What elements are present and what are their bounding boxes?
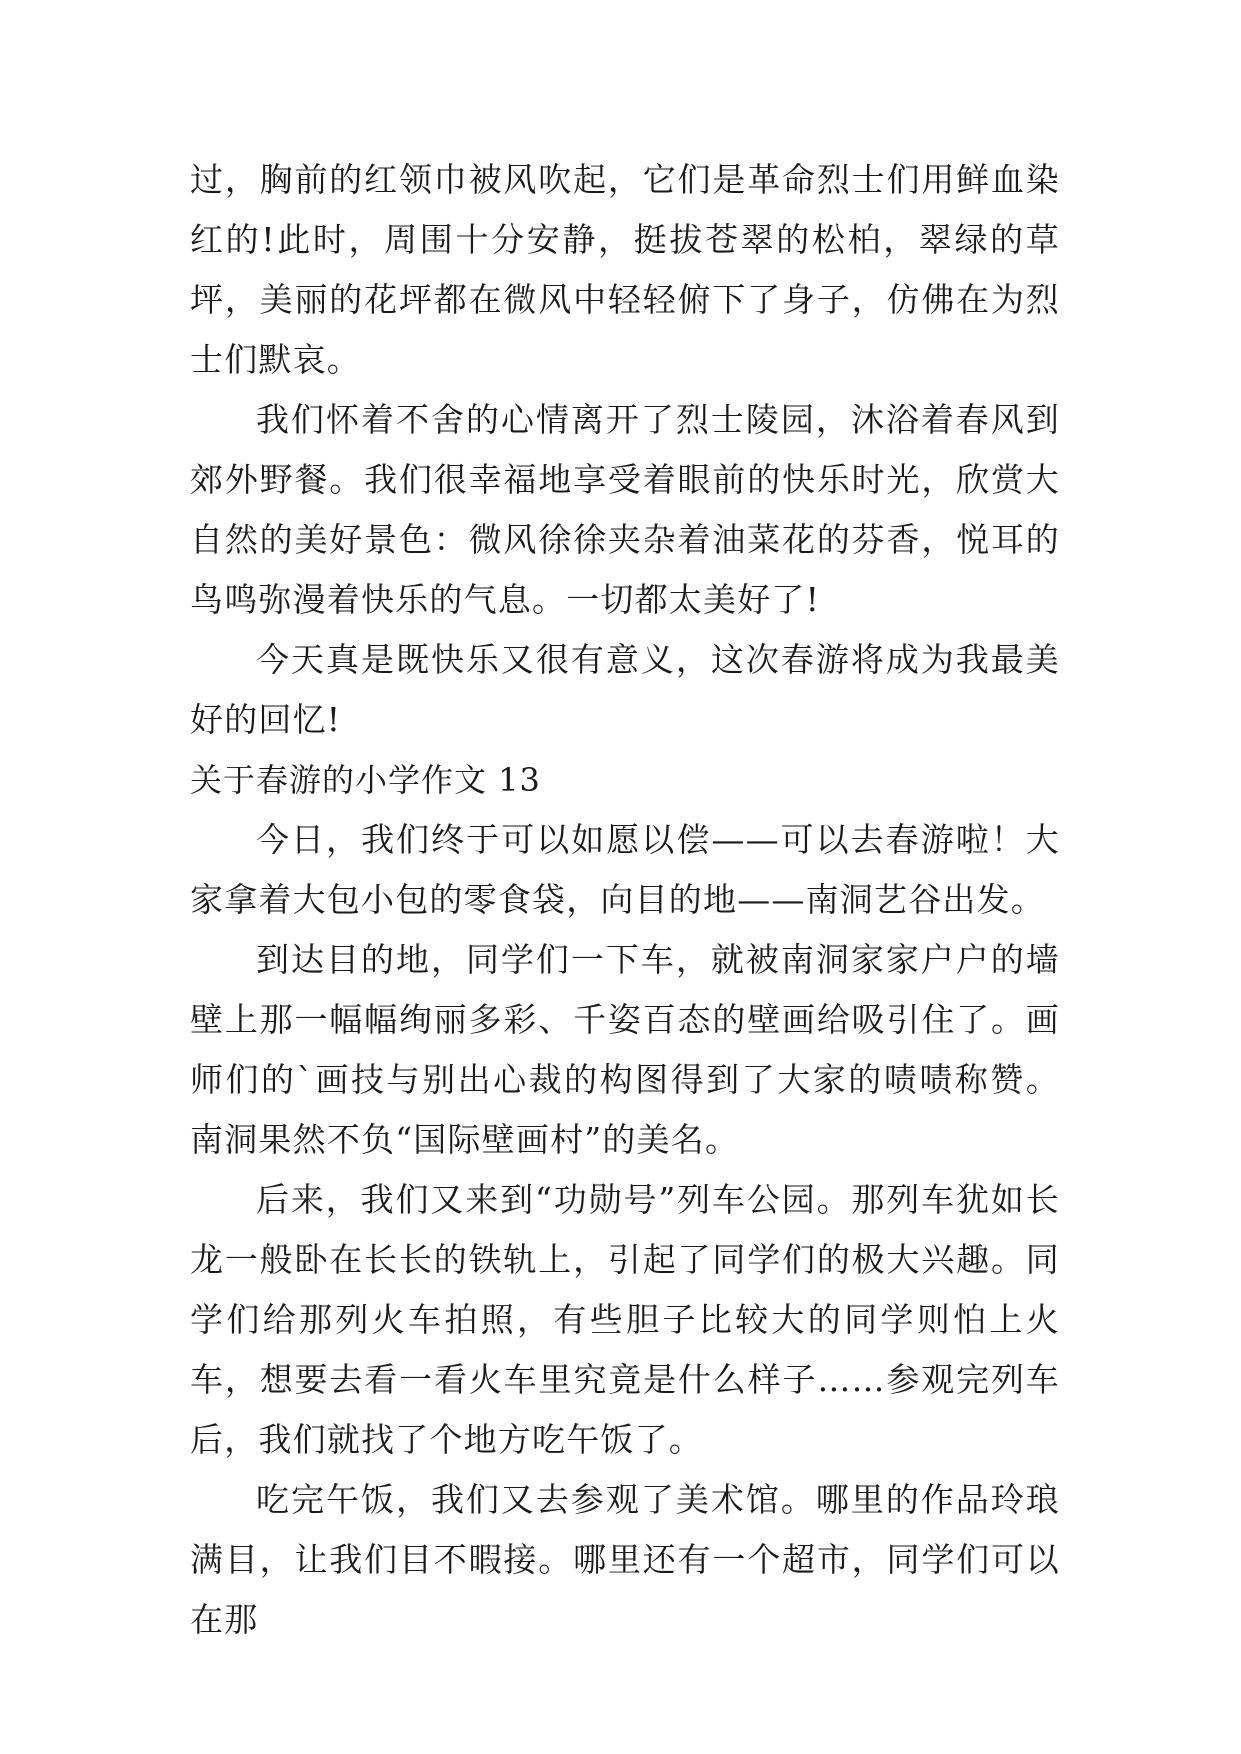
paragraph-2: 我们怀着不舍的心情离开了烈士陵园，沐浴着春风到郊外野餐。我们很幸福地享受着眼前的快乐时光，欣赏大自然的美好景色：微风徐徐夹杂着油菜花的芬香，悦耳的鸟鸣弥漫着快乐的气息。一切都太美好了! xyxy=(190,400,1060,619)
paragraph-6: 后来，我们又来到“功勋号”列车公园。那列车犹如长龙一般卧在长长的铁轨上，引起了同学们的极大兴趣。同学们给那列火车拍照，有些胆子比较大的同学则怕上火车，想要去看一看火车里究竟是什么样子……参观完列车后，我们就找了个地方吃午饭了。 xyxy=(190,1180,1060,1459)
paragraph-7: 吃完午饭，我们又去参观了美术馆。哪里的作品玲琅满目，让我们目不暇接。哪里还有一个超市，同学们可以在那 xyxy=(190,1480,1060,1639)
document-body xyxy=(190,150,1060,1650)
paragraph-4: 今日，我们终于可以如愿以偿——可以去春游啦！大家拿着大包小包的零食袋，向目的地——南洞艺谷出发。 xyxy=(190,820,1060,919)
section-title: 关于春游的小学作文 13 xyxy=(190,761,541,799)
paragraph-1: 过，胸前的红领巾被风吹起，它们是革命烈士们用鲜血染红的!此时，周围十分安静，挺拔苍翠的松柏，翠绿的草坪，美丽的花坪都在微风中轻轻俯下了身子，仿佛在为烈士们默哀。 xyxy=(190,160,1060,379)
paragraph-5: 到达目的地，同学们一下车，就被南洞家家户户的墙壁上那一幅幅绚丽多彩、千姿百态的壁画给吸引住了。画师们的`画技与别出心裁的构图得到了大家的啧啧称赞。南洞果然不负“国际壁画村”的美名。 xyxy=(190,940,1060,1159)
paragraph-3: 今天真是既快乐又很有意义，这次春游将成为我最美好的回忆! xyxy=(190,640,1060,739)
